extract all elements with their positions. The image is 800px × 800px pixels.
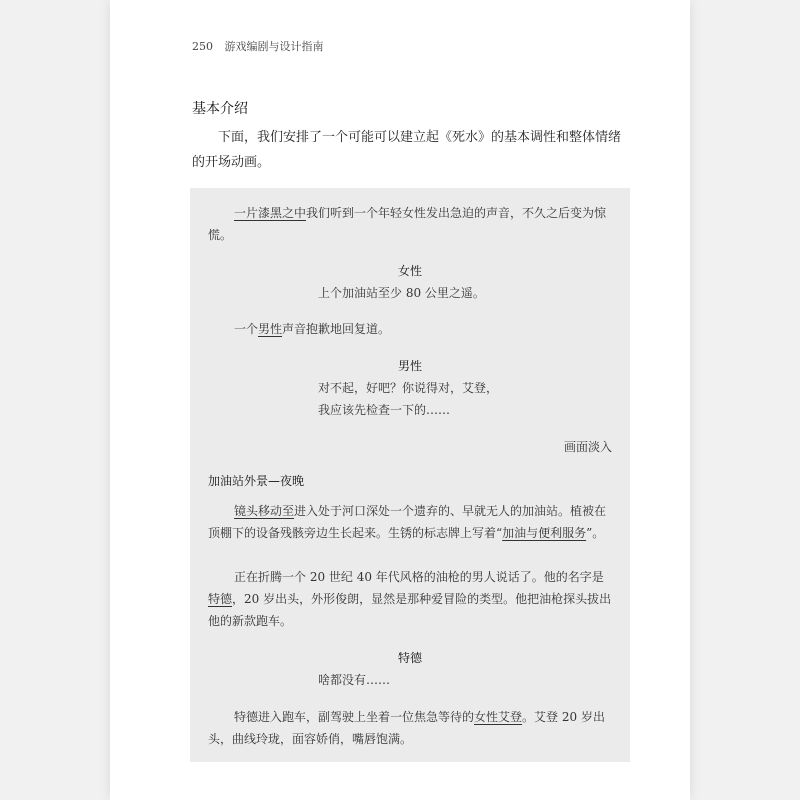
underlined-phrase: 艾登 (498, 710, 523, 724)
script-excerpt-box (190, 188, 630, 762)
action-paragraph-3 (208, 500, 612, 544)
action-text: 一个 (234, 322, 259, 336)
underlined-phrase: 男性 (258, 322, 283, 336)
underlined-phrase: 加油与便利服务 (502, 526, 587, 540)
action-text: 我们听到一个年轻女性发出急迫的声音，不久之后变为惊慌。 (208, 206, 607, 242)
action-paragraph-5 (208, 706, 612, 750)
underlined-phrase: 一片漆黑之中 (234, 206, 307, 220)
dialogue-line: 对不起，好吧？你说得对，艾登， (318, 381, 499, 395)
section-title: 基本介绍 (192, 101, 248, 117)
running-title: 游戏编剧与设计指南 (224, 40, 324, 53)
dialogue-line: 我应该先检查一下的…… (318, 403, 451, 417)
action-paragraph-2 (208, 318, 612, 340)
action-text: 。艾登 20 岁出头，曲线玲珑，面容娇俏，嘴唇饱满。 (208, 710, 605, 746)
running-head (192, 38, 324, 54)
character-name-ted: 特德 (397, 651, 422, 665)
underlined-phrase: 镜头移动至 (234, 504, 295, 518)
action-paragraph-1 (208, 202, 612, 246)
transition: 画面淡入 (563, 440, 612, 454)
action-paragraph-4 (208, 566, 612, 632)
intro-paragraph: 下面，我们安排了一个可能可以建立起《死水》的基本调性和整体情绪的开场动画。 (192, 130, 622, 170)
book-page (110, 0, 690, 800)
action-text: ，20 岁出头，外形俊朗，显然是那种爱冒险的类型。他把油枪探头拔出他的新款跑车。 (208, 592, 612, 628)
scene-heading: 加油站外景—夜晚 (208, 474, 305, 488)
character-name-woman: 女性 (397, 264, 422, 278)
action-text: ”。 (586, 526, 605, 540)
underlined-phrase: 特德 (208, 592, 233, 606)
character-name-man: 男性 (397, 359, 422, 373)
action-text: 正在折腾一个 20 世纪 40 年代风格的油枪的男人说话了。他的名字是 (234, 570, 604, 584)
dialogue-line: 上个加油站至少 80 公里之遥。 (318, 286, 485, 300)
action-text: 声音抱歉地回复道。 (282, 322, 391, 336)
page-number: 250 (192, 40, 213, 53)
action-text: 进入处于河口深处一个遗弃的、早就无人的加油站。植被在顶棚下的设备残骸旁边生长起来。生锈的标志牌上写着“ (208, 504, 607, 540)
dialogue-line: 啥都没有…… (318, 673, 391, 687)
action-text: 特德进入跑车，副驾驶上坐着一位焦急等待的 (234, 710, 475, 724)
underlined-phrase: 女性 (474, 710, 499, 724)
